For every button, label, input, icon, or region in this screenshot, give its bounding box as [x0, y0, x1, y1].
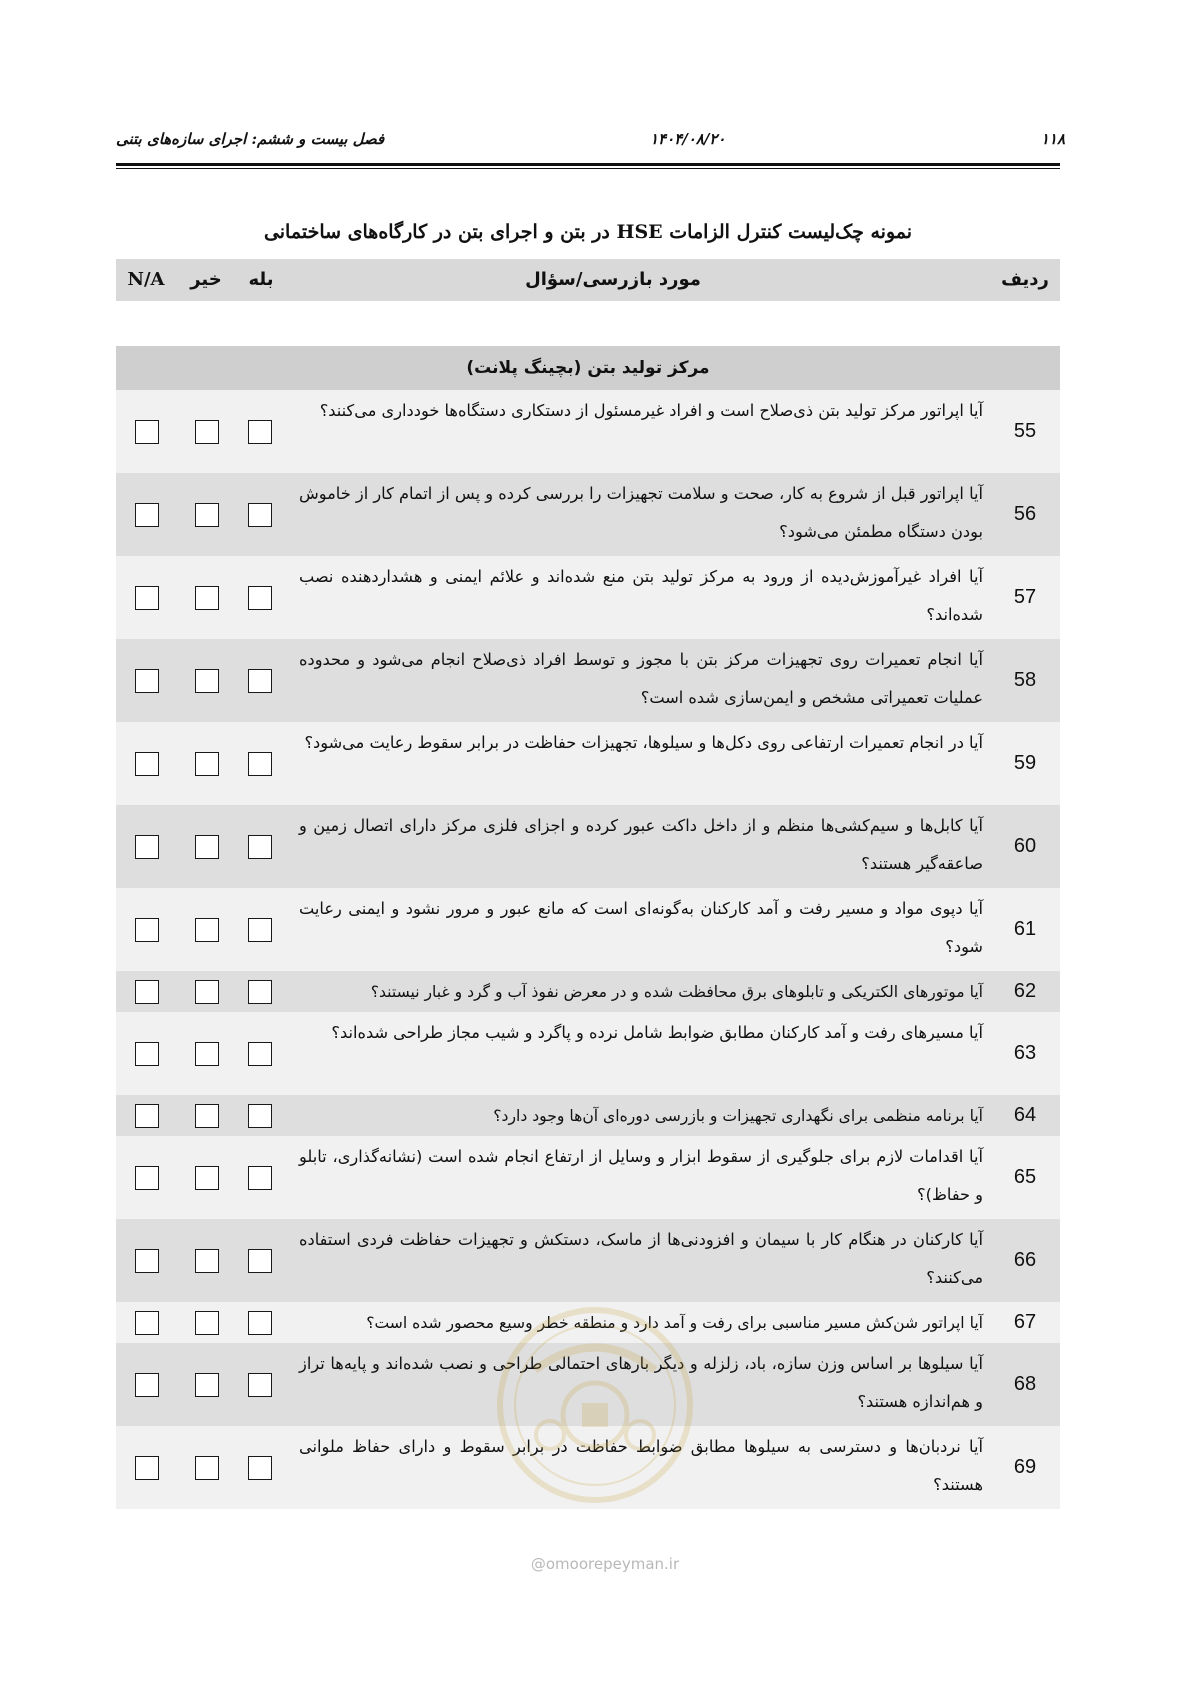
chapter-title: فصل بیست و ششم: اجرای سازه‌های بتنی — [116, 130, 385, 148]
question-text: آیا سیلوها بر اساس وزن سازه، باد، زلزله و دیگر بارهای احتمالی طراحی و نصب شده‌اند و پایه‌ها تراز و هم‌اندازه هستند؟ — [299, 1354, 983, 1411]
row-number: 60 — [1013, 835, 1037, 857]
row-number: 58 — [1013, 669, 1037, 691]
column-header-yes: بله — [248, 269, 274, 290]
question-text: آیا دپوی مواد و مسیر رفت و آمد کارکنان به‌گونه‌ای است که مانع عبور و مرور نشود و ایمنی رعایت شود؟ — [299, 899, 983, 956]
checkbox-no[interactable] — [195, 1249, 219, 1273]
row-number: 67 — [1013, 1311, 1037, 1333]
checkbox-yes[interactable] — [248, 669, 272, 693]
checkbox-na[interactable] — [135, 1311, 159, 1335]
question-text: آیا افراد غیرآموزش‌دیده از ورود به مرکز تولید بتن منع شده‌اند و علائم ایمنی و هشداردهنده نصب شده‌اند؟ — [299, 567, 983, 624]
row-number: 69 — [1013, 1456, 1037, 1478]
checkbox-no[interactable] — [195, 669, 219, 693]
checklist-row — [116, 473, 1060, 556]
checkbox-yes[interactable] — [248, 1042, 272, 1066]
row-number: 62 — [1013, 980, 1037, 1002]
checkbox-na[interactable] — [135, 420, 159, 444]
checklist-rows — [116, 390, 1060, 1509]
page-number: ۱۱۸ — [1040, 130, 1065, 148]
row-number: 61 — [1013, 918, 1037, 940]
checkbox-yes[interactable] — [248, 1456, 272, 1480]
row-number: 59 — [1013, 752, 1037, 774]
column-header-item: مورد بازرسی/سؤال — [525, 269, 701, 290]
question-text: آیا برنامه منظمی برای نگهداری تجهیزات و بازرسی دوره‌ای آن‌ها وجود دارد؟ — [493, 1107, 983, 1125]
row-number: 65 — [1013, 1166, 1037, 1188]
checkbox-no[interactable] — [195, 1311, 219, 1335]
checkbox-na[interactable] — [135, 1042, 159, 1066]
checkbox-yes[interactable] — [248, 1104, 272, 1128]
checkbox-na[interactable] — [135, 1166, 159, 1190]
checkbox-yes[interactable] — [248, 1166, 272, 1190]
header-rule-thin — [116, 168, 1060, 169]
column-header-bar — [116, 259, 1060, 301]
question-text: آیا اپراتور شن‌کش مسیر مناسبی برای رفت و آمد دارد و منطقه خطر وسیع محصور شده است؟ — [366, 1314, 983, 1332]
checklist-row — [116, 1426, 1060, 1509]
checkbox-no[interactable] — [195, 1373, 219, 1397]
row-number: 68 — [1013, 1373, 1037, 1395]
header-rule-thick — [116, 163, 1060, 166]
question-text: آیا کابل‌ها و سیم‌کشی‌ها منظم و از داخل داکت عبور کرده و اجزای فلزی مرکز دارای اتصال زمین و صاعقه‌گیر هستند؟ — [299, 816, 983, 873]
row-number: 66 — [1013, 1249, 1037, 1271]
question-text: آیا نردبان‌ها و دسترسی به سیلوها مطابق ضوابط حفاظت در برابر سقوط و دارای حفاظ ملوانی هستند؟ — [299, 1437, 983, 1494]
checkbox-no[interactable] — [195, 1456, 219, 1480]
checkbox-yes[interactable] — [248, 918, 272, 942]
checkbox-yes[interactable] — [248, 503, 272, 527]
checklist-row — [116, 1343, 1060, 1426]
question-text: آیا در انجام تعمیرات ارتفاعی روی دکل‌ها و سیلوها، تجهیزات حفاظت در برابر سقوط رعایت می‌شود؟ — [304, 733, 983, 752]
checklist-row — [116, 971, 1060, 1012]
checklist-table — [116, 346, 1060, 1509]
checkbox-yes[interactable] — [248, 1373, 272, 1397]
column-header-row-number: ردیف — [1001, 269, 1049, 290]
checkbox-yes[interactable] — [248, 980, 272, 1004]
question-text: آیا موتورهای الکتریکی و تابلوهای برق محافظت شده و در معرض نفوذ آب و گرد و غبار نیستند؟ — [370, 983, 983, 1001]
checkbox-na[interactable] — [135, 669, 159, 693]
checkbox-no[interactable] — [195, 586, 219, 610]
checkbox-na[interactable] — [135, 1373, 159, 1397]
checkbox-no[interactable] — [195, 1104, 219, 1128]
question-text: آیا انجام تعمیرات روی تجهیزات مرکز بتن با مجوز و توسط افراد ذی‌صلاح انجام می‌شود و محدوده عملیات تعمیراتی مشخص و ایمن‌سازی شده است؟ — [299, 650, 983, 707]
row-number: 64 — [1013, 1104, 1037, 1126]
checkbox-na[interactable] — [135, 918, 159, 942]
question-text: آیا مسیرهای رفت و آمد کارکنان مطابق ضوابط شامل نرده و پاگرد و شیب مجاز طراحی شده‌اند؟ — [331, 1023, 983, 1042]
row-number: 57 — [1013, 586, 1037, 608]
checklist-row — [116, 722, 1060, 805]
checklist-row — [116, 1219, 1060, 1302]
question-text: آیا اقدامات لازم برای جلوگیری از سقوط ابزار و وسایل از ارتفاع انجام شده است (نشانه‌گذاری، تابلو و حفاظ)؟ — [299, 1147, 983, 1204]
row-number: 55 — [1013, 420, 1037, 442]
question-text: آیا اپراتور قبل از شروع به کار، صحت و سلامت تجهیزات را بررسی کرده و پس از اتمام کار از خاموش بودن دستگاه مطمئن می‌شود؟ — [299, 484, 983, 541]
header-date: ۱۴۰۴/۰۸/۲۰ — [650, 130, 726, 148]
checkbox-na[interactable] — [135, 1456, 159, 1480]
checkbox-yes[interactable] — [248, 420, 272, 444]
checkbox-na[interactable] — [135, 752, 159, 776]
checkbox-na[interactable] — [135, 980, 159, 1004]
checkbox-no[interactable] — [195, 918, 219, 942]
checklist-title: نمونه چک‌لیست کنترل الزامات HSE در بتن و اجرای بتن در کارگاه‌های ساختمانی — [263, 221, 913, 243]
checkbox-no[interactable] — [195, 1042, 219, 1066]
checklist-row — [116, 805, 1060, 888]
checkbox-na[interactable] — [135, 586, 159, 610]
checkbox-no[interactable] — [195, 752, 219, 776]
checkbox-no[interactable] — [195, 835, 219, 859]
checklist-row — [116, 556, 1060, 639]
question-text: آیا کارکنان در هنگام کار با سیمان و افزودنی‌ها از ماسک، دستکش و تجهیزات حفاظت فردی استفاده می‌کنند؟ — [299, 1230, 983, 1287]
checklist-row — [116, 1095, 1060, 1136]
checkbox-no[interactable] — [195, 420, 219, 444]
checkbox-no[interactable] — [195, 980, 219, 1004]
checkbox-yes[interactable] — [248, 752, 272, 776]
checklist-row — [116, 888, 1060, 971]
checkbox-na[interactable] — [135, 835, 159, 859]
checklist-row — [116, 1012, 1060, 1095]
column-header-na: N/A — [127, 269, 165, 290]
column-header-no: خیر — [190, 269, 222, 290]
checkbox-na[interactable] — [135, 1104, 159, 1128]
checkbox-yes[interactable] — [248, 1249, 272, 1273]
question-text: آیا اپراتور مرکز تولید بتن ذی‌صلاح است و افراد غیرمسئول از دستکاری دستگاه‌ها خودداری می‌کنند؟ — [319, 401, 983, 420]
watermark-website: @omoorepeyman.ir — [530, 1555, 680, 1573]
checklist-row — [116, 1136, 1060, 1219]
checklist-row — [116, 390, 1060, 473]
checklist-row — [116, 639, 1060, 722]
checkbox-no[interactable] — [195, 503, 219, 527]
checkbox-na[interactable] — [135, 1249, 159, 1273]
row-number: 56 — [1013, 503, 1037, 525]
checkbox-na[interactable] — [135, 503, 159, 527]
checkbox-no[interactable] — [195, 1166, 219, 1190]
checkbox-yes[interactable] — [248, 586, 272, 610]
checkbox-yes[interactable] — [248, 1311, 272, 1335]
section-header: مرکز تولید بتن (بچینگ پلانت) — [116, 346, 1060, 390]
row-number: 63 — [1013, 1042, 1037, 1064]
checkbox-yes[interactable] — [248, 835, 272, 859]
checklist-row — [116, 1302, 1060, 1343]
